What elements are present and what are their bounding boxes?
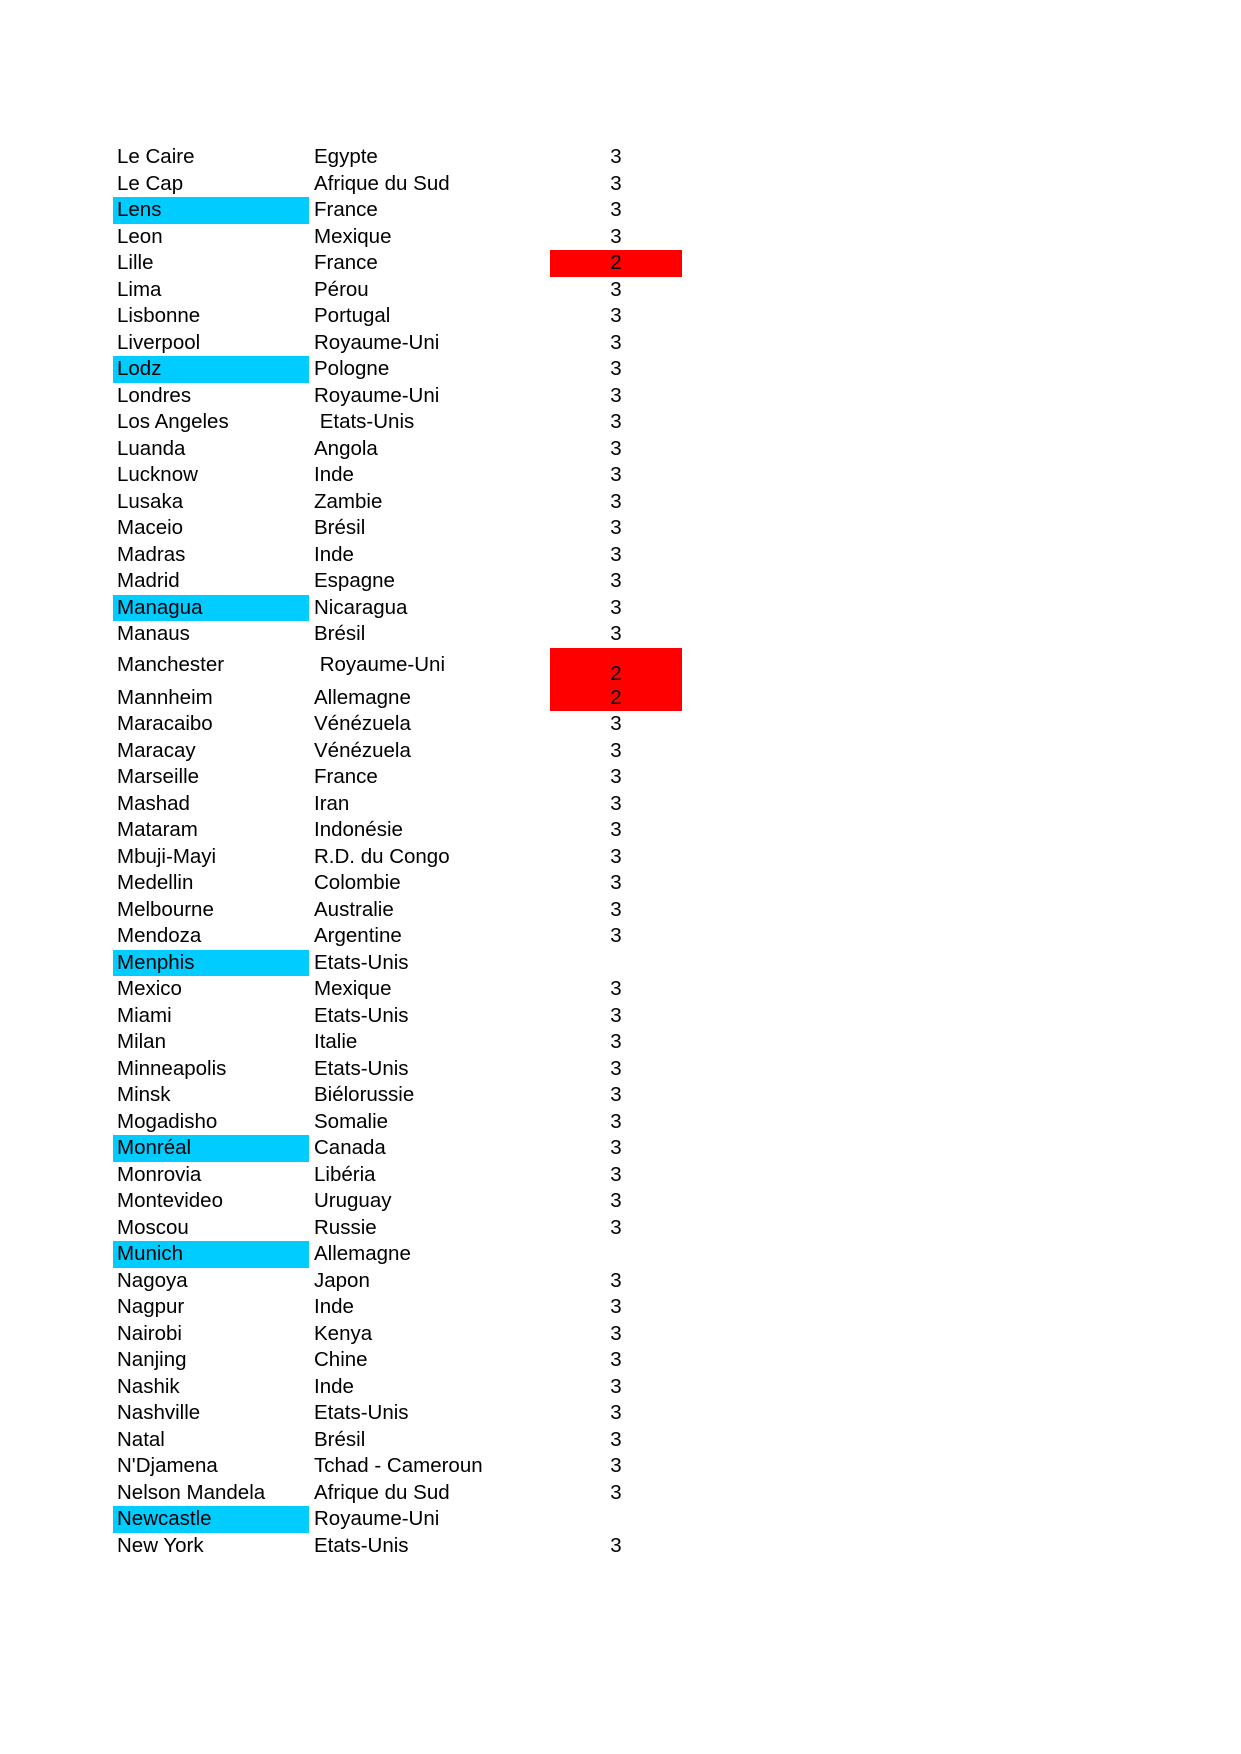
country-cell[interactable]: Iran [314, 791, 350, 815]
value-cell[interactable]: 3 [610, 1533, 622, 1557]
country-cell[interactable]: Tchad - Cameroun [314, 1454, 483, 1477]
table-row [0, 1506, 1241, 1533]
country-cell[interactable]: Colombie [314, 871, 401, 894]
table-row [0, 1082, 1241, 1109]
value-cell[interactable]: 3 [610, 1056, 622, 1080]
table-row [0, 1135, 1241, 1162]
country-cell[interactable]: Afrique du Sud [314, 1480, 450, 1504]
country-cell[interactable]: Russie [314, 1215, 377, 1239]
table-row [0, 1453, 1241, 1480]
city-cell[interactable]: Maracaibo [117, 712, 213, 735]
table-row [0, 621, 1241, 648]
table-row [0, 1374, 1241, 1401]
country-cell[interactable]: Portugal [314, 304, 391, 327]
country-cell[interactable]: Inde [314, 1374, 354, 1398]
table-row [0, 144, 1241, 171]
country-cell[interactable]: Espagne [314, 569, 395, 592]
value-cell[interactable] [550, 950, 682, 977]
city-cell[interactable]: Lodz [113, 356, 309, 383]
table-row [0, 462, 1241, 489]
country-cell[interactable]: Mexique [314, 977, 392, 1000]
country-cell[interactable]: Brésil [314, 516, 366, 539]
country-cell[interactable]: Mexique [314, 224, 392, 248]
table-row [0, 1533, 1241, 1560]
city-cell[interactable]: Nashik [117, 1374, 180, 1398]
city-cell[interactable]: Maceio [117, 516, 184, 539]
value-cell[interactable] [550, 648, 682, 685]
city-cell[interactable]: Mannheim [117, 685, 213, 709]
city-cell[interactable]: Madrid [117, 569, 180, 592]
country-cell[interactable]: Vénézuela [314, 712, 411, 735]
city-cell[interactable]: Mashad [117, 791, 190, 815]
city-cell[interactable]: Mbuji-Mayi [117, 844, 217, 868]
country-cell[interactable]: Chine [314, 1348, 368, 1371]
value-cell[interactable]: 3 [610, 1189, 622, 1212]
country-cell[interactable]: Uruguay [314, 1189, 392, 1212]
city-cell[interactable]: Monréal [113, 1135, 309, 1162]
city-cell[interactable]: Leon [117, 224, 163, 248]
country-cell[interactable]: Canada [314, 1136, 386, 1159]
value-cell[interactable]: 3 [610, 516, 622, 539]
city-cell[interactable]: Munich [113, 1241, 309, 1268]
country-cell[interactable]: Allemagne [314, 1242, 411, 1265]
country-cell[interactable]: Allemagne [314, 685, 411, 709]
country-cell[interactable]: Egypte [314, 145, 378, 168]
country-cell[interactable]: Inde [314, 463, 354, 486]
value-cell[interactable]: 3 [610, 489, 622, 513]
value-cell[interactable]: 3 [610, 1030, 622, 1053]
table-row [0, 1109, 1241, 1136]
value-cell[interactable]: 3 [610, 897, 622, 921]
country-cell[interactable]: Inde [314, 542, 354, 566]
country-cell[interactable]: Inde [314, 1295, 354, 1318]
city-cell[interactable]: Los Angeles [117, 410, 229, 433]
city-cell[interactable]: Liverpool [117, 330, 201, 354]
value-cell[interactable]: 3 [610, 224, 622, 248]
value-text: 2 [610, 661, 622, 685]
value-cell[interactable]: 3 [610, 765, 622, 788]
country-cell[interactable]: Etats-Unis [314, 410, 415, 433]
country-cell[interactable]: Etats-Unis [314, 1401, 409, 1424]
city-cell[interactable]: Milan [117, 1030, 166, 1053]
country-cell[interactable]: Kenya [314, 1321, 373, 1345]
value-cell[interactable]: 3 [610, 1401, 622, 1424]
value-cell[interactable]: 3 [610, 1427, 622, 1451]
value-cell[interactable]: 3 [610, 738, 622, 762]
table-row [0, 330, 1241, 357]
country-cell[interactable]: Afrique du Sud [314, 171, 450, 195]
country-cell[interactable]: Etats-Unis [314, 1056, 409, 1080]
value-cell[interactable]: 3 [610, 1083, 622, 1106]
country-cell[interactable]: Royaume-Uni [314, 652, 446, 676]
table-row [0, 303, 1241, 330]
table-row [0, 1003, 1241, 1030]
city-cell[interactable]: Manchester [117, 652, 225, 676]
city-cell[interactable]: Le Caire [117, 145, 195, 168]
value-cell[interactable]: 3 [610, 844, 622, 868]
country-cell[interactable]: Royaume-Uni [314, 330, 440, 354]
table-row [0, 1162, 1241, 1189]
country-cell[interactable]: Etats-Unis [314, 1533, 409, 1557]
city-cell[interactable]: Nagoya [117, 1268, 188, 1292]
city-cell[interactable]: Nelson Mandela [117, 1480, 266, 1504]
table-row [0, 1215, 1241, 1242]
city-cell[interactable]: Manaus [117, 622, 190, 645]
table-row [0, 870, 1241, 897]
table-row [0, 1480, 1241, 1507]
city-cell[interactable]: Medellin [117, 871, 194, 894]
value-cell[interactable]: 3 [610, 1162, 622, 1186]
value-cell[interactable]: 3 [610, 1215, 622, 1239]
value-cell[interactable]: 3 [610, 1003, 622, 1027]
country-cell[interactable]: Vénézuela [314, 738, 411, 762]
table-row [0, 648, 1241, 685]
country-cell[interactable]: Japon [314, 1268, 370, 1292]
country-cell[interactable]: Angola [314, 436, 378, 460]
value-cell[interactable]: 3 [610, 1295, 622, 1318]
city-cell[interactable]: Marseille [117, 765, 200, 788]
country-cell[interactable]: Pérou [314, 277, 369, 301]
table-row [0, 1321, 1241, 1348]
value-cell[interactable] [550, 1241, 682, 1268]
city-cell[interactable]: Montevideo [117, 1189, 223, 1212]
table-row [0, 738, 1241, 765]
value-cell[interactable]: 2 [550, 685, 682, 712]
country-cell[interactable]: Etats-Unis [314, 950, 409, 974]
value-cell[interactable] [550, 1506, 682, 1533]
city-cell[interactable]: Nanjing [117, 1348, 187, 1371]
city-cell[interactable]: Lille [117, 251, 154, 274]
city-cell[interactable]: Mogadisho [117, 1109, 218, 1133]
city-cell[interactable]: Maracay [117, 738, 196, 762]
value-cell[interactable]: 3 [610, 1348, 622, 1371]
country-cell[interactable]: France [314, 198, 378, 221]
table-row [0, 436, 1241, 463]
value-cell[interactable]: 3 [610, 622, 622, 645]
value-cell[interactable]: 3 [610, 171, 622, 195]
table-row [0, 844, 1241, 871]
value-cell[interactable]: 3 [610, 712, 622, 735]
city-cell[interactable]: Mendoza [117, 924, 202, 947]
city-cell[interactable]: Newcastle [113, 1506, 309, 1533]
value-cell[interactable]: 3 [610, 198, 622, 221]
country-cell[interactable]: Italie [314, 1030, 358, 1053]
country-cell[interactable]: Royaume-Uni [314, 383, 440, 407]
country-cell[interactable]: Nicaragua [314, 595, 408, 619]
city-cell[interactable]: Managua [113, 595, 309, 622]
country-cell[interactable]: Argentine [314, 924, 402, 947]
city-cell[interactable]: Miami [117, 1003, 172, 1027]
table-row [0, 224, 1241, 251]
country-cell[interactable]: Pologne [314, 357, 390, 380]
city-cell[interactable]: New York [117, 1533, 204, 1557]
city-cell[interactable]: Mexico [117, 977, 182, 1000]
value-cell[interactable]: 3 [610, 463, 622, 486]
country-cell[interactable]: France [314, 251, 378, 274]
value-cell[interactable]: 3 [610, 357, 622, 380]
city-cell[interactable]: N'Djamena [117, 1454, 218, 1477]
table-row [0, 1268, 1241, 1295]
table-row [0, 250, 1241, 277]
country-cell[interactable]: Brésil [314, 1427, 366, 1451]
table-row [0, 711, 1241, 738]
table-row [0, 897, 1241, 924]
city-cell[interactable]: Nagpur [117, 1295, 185, 1318]
value-cell[interactable]: 3 [610, 924, 622, 947]
table-row [0, 1347, 1241, 1374]
value-cell[interactable]: 3 [610, 818, 622, 841]
table-row [0, 409, 1241, 436]
city-cell[interactable]: Nairobi [117, 1321, 182, 1345]
value-cell[interactable]: 3 [610, 542, 622, 566]
table-row [0, 1241, 1241, 1268]
country-cell[interactable]: Australie [314, 897, 394, 921]
table-row [0, 383, 1241, 410]
table-row [0, 277, 1241, 304]
table-row [0, 1188, 1241, 1215]
table-row [0, 976, 1241, 1003]
table-row [0, 568, 1241, 595]
country-cell[interactable]: Royaume-Uni [314, 1507, 440, 1530]
value-cell[interactable]: 3 [610, 1454, 622, 1477]
value-cell[interactable]: 3 [610, 1268, 622, 1292]
value-cell[interactable]: 3 [610, 1374, 622, 1398]
value-cell[interactable]: 3 [610, 791, 622, 815]
value-cell[interactable]: 3 [610, 569, 622, 592]
country-cell[interactable]: Brésil [314, 622, 366, 645]
table-row [0, 171, 1241, 198]
table-row [0, 197, 1241, 224]
country-cell[interactable]: Somalie [314, 1109, 389, 1133]
value-cell[interactable]: 3 [610, 330, 622, 354]
table-row [0, 791, 1241, 818]
city-cell[interactable]: Lucknow [117, 463, 198, 486]
value-cell[interactable]: 3 [610, 871, 622, 894]
value-cell[interactable]: 3 [610, 145, 622, 168]
table-row [0, 515, 1241, 542]
table-row [0, 923, 1241, 950]
city-cell[interactable]: Natal [117, 1427, 165, 1451]
table-row [0, 1400, 1241, 1427]
city-cell[interactable]: Monrovia [117, 1162, 202, 1186]
value-cell[interactable]: 3 [610, 410, 622, 433]
value-cell[interactable]: 3 [610, 595, 622, 619]
value-cell[interactable]: 3 [610, 977, 622, 1000]
table-row [0, 817, 1241, 844]
value-cell[interactable]: 3 [610, 277, 622, 301]
table-row [0, 950, 1241, 977]
table-row [0, 1427, 1241, 1454]
city-cell[interactable]: Madras [117, 542, 186, 566]
country-cell[interactable]: Libéria [314, 1162, 376, 1186]
city-cell[interactable]: Le Cap [117, 171, 184, 195]
city-cell[interactable]: Minneapolis [117, 1056, 227, 1080]
city-cell[interactable]: Luanda [117, 436, 186, 460]
city-cell[interactable]: Nashville [117, 1401, 201, 1424]
table-row [0, 1294, 1241, 1321]
city-cell[interactable]: Moscou [117, 1215, 189, 1239]
city-cell[interactable]: Melbourne [117, 897, 214, 921]
city-cell[interactable]: Lima [117, 277, 162, 301]
value-cell[interactable]: 3 [610, 383, 622, 407]
table-row [0, 1056, 1241, 1083]
city-cell[interactable]: Mataram [117, 818, 198, 841]
city-cell[interactable]: Lens [113, 197, 309, 224]
table-row [0, 542, 1241, 569]
table-row [0, 764, 1241, 791]
country-cell[interactable]: Etats-Unis [314, 1003, 409, 1027]
country-cell[interactable]: Zambie [314, 489, 383, 513]
country-cell[interactable]: Biélorussie [314, 1083, 415, 1106]
city-cell[interactable]: Minsk [117, 1083, 171, 1106]
table-row [0, 356, 1241, 383]
table-row [0, 685, 1241, 712]
city-cell[interactable]: Lusaka [117, 489, 184, 513]
table-row [0, 1029, 1241, 1056]
country-cell[interactable]: France [314, 765, 378, 788]
value-cell[interactable]: 3 [610, 436, 622, 460]
value-cell[interactable]: 3 [610, 1480, 622, 1504]
city-cell[interactable]: Menphis [113, 950, 309, 977]
value-cell[interactable]: 2 [550, 250, 682, 277]
value-cell[interactable]: 3 [610, 1109, 622, 1133]
country-cell[interactable]: Indonésie [314, 818, 403, 841]
city-cell[interactable]: Londres [117, 383, 192, 407]
country-cell[interactable]: R.D. du Congo [314, 844, 450, 868]
value-cell[interactable]: 3 [610, 1136, 622, 1159]
table-row [0, 489, 1241, 516]
value-cell[interactable]: 3 [610, 304, 622, 327]
table-row [0, 595, 1241, 622]
value-cell[interactable]: 3 [610, 1321, 622, 1345]
city-cell[interactable]: Lisbonne [117, 304, 201, 327]
